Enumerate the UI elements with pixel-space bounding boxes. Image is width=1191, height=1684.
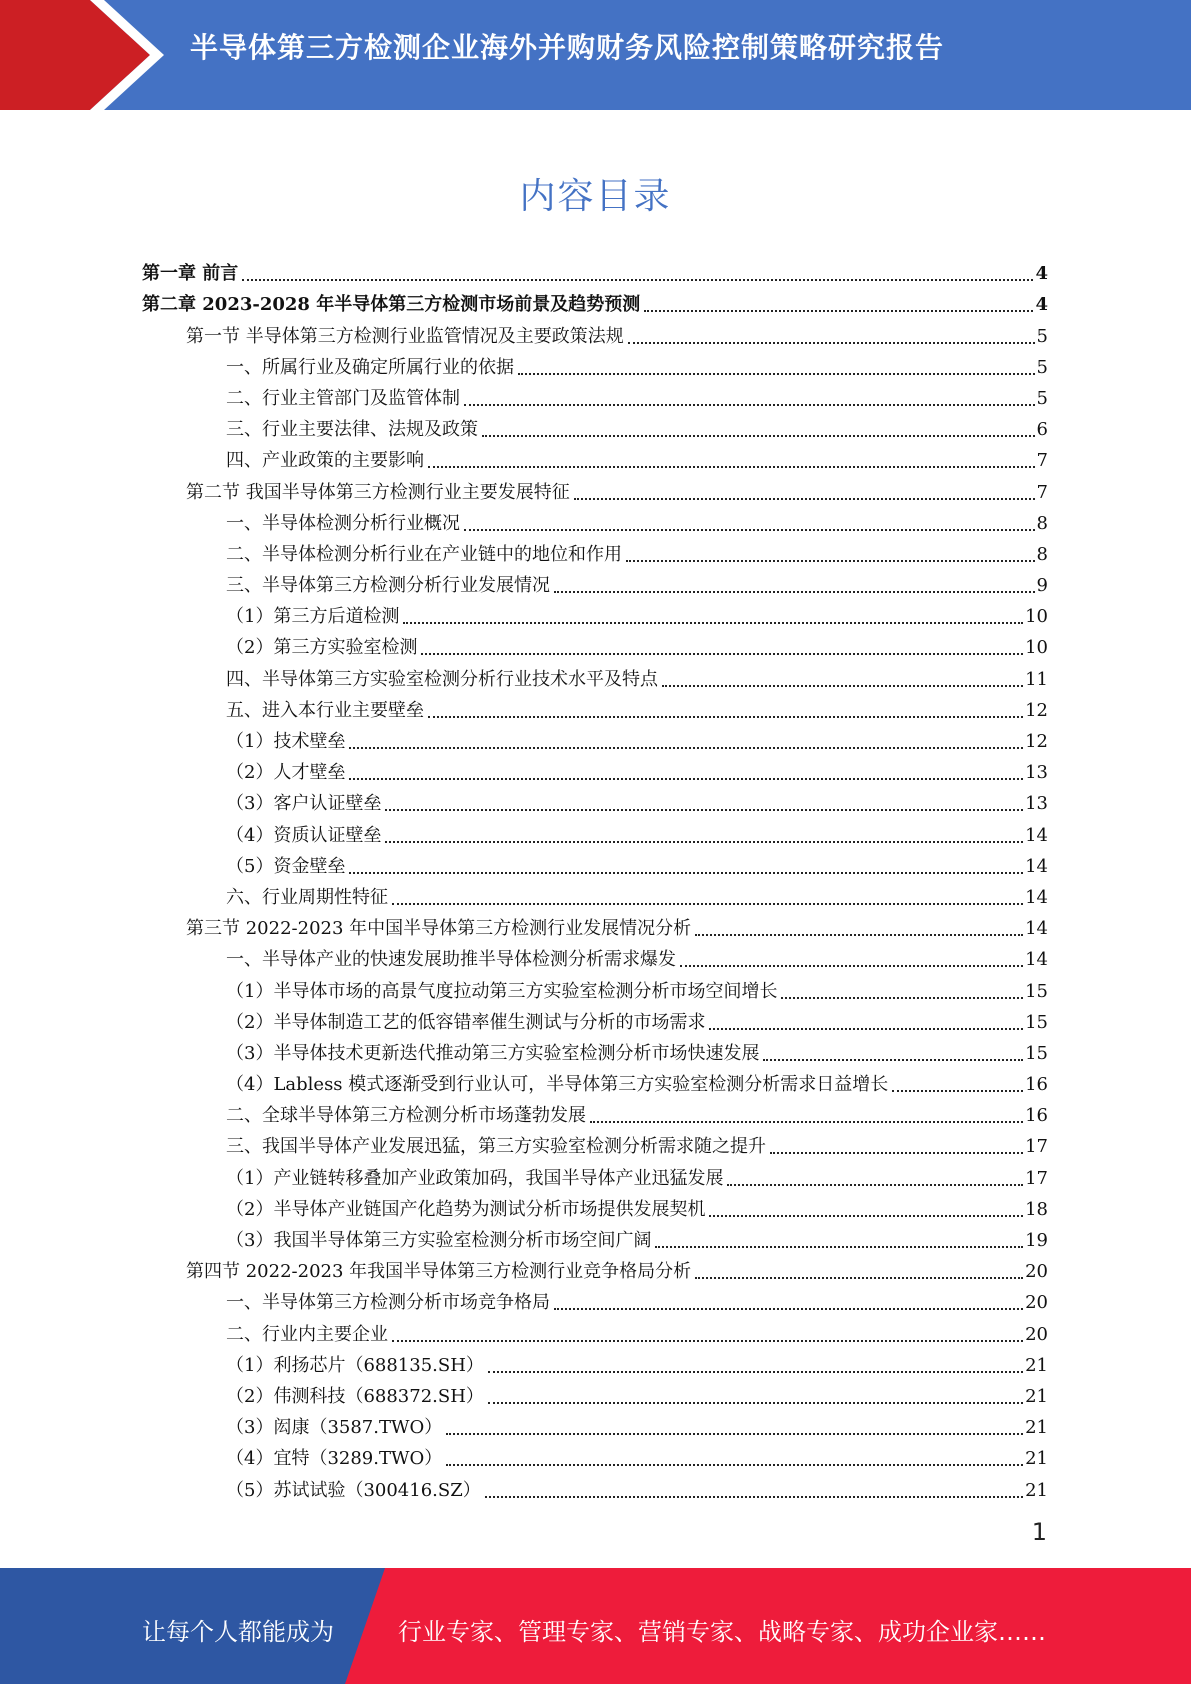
toc-entry-title: （2）人才壁垒 [226,762,346,784]
toc-entry-title: （1）第三方后道检测 [226,606,400,628]
toc-entry-title: （2）第三方实验室检测 [226,637,418,659]
toc-entry[interactable] [142,785,1048,816]
toc-entry-page: 18 [1025,1198,1048,1220]
toc-dot-leader [488,1402,1023,1404]
toc-dot-leader [590,1121,1023,1123]
toc-entry-page: 19 [1025,1230,1048,1251]
toc-entry[interactable] [142,910,1048,941]
toc-entry-page: 4 [1035,294,1048,316]
toc-entry-title: （1）产业链转移叠加产业政策加码，我国半导体产业迅猛发展 [226,1167,724,1189]
toc-dot-leader [727,1184,1023,1186]
toc-entry-title: 第四节 2022-2023 年我国半导体第三方检测行业竞争格局分析 [186,1261,692,1283]
footer-band [0,1568,1191,1684]
toc-dot-leader [770,1152,1023,1154]
toc-entry[interactable] [142,536,1048,567]
toc-dot-leader [488,1371,1023,1373]
toc-entry-title: 三、半导体第三方检测分析行业发展情况 [226,575,550,597]
toc-entry-title: （2）伟测科技（688372.SH） [226,1385,484,1407]
toc-dot-leader [695,1277,1023,1279]
toc-entry[interactable] [142,286,1048,317]
toc-entry[interactable] [142,1315,1048,1346]
toc-entry-title: （1）技术壁垒 [226,731,346,752]
toc-dot-leader [349,747,1023,749]
toc-entry-title: 四、产业政策的主要影响 [226,450,424,472]
toc-dot-leader [695,934,1023,936]
toc-dot-leader [392,1340,1023,1342]
toc-entry-page: 7 [1036,481,1048,503]
footer-slogan-left: 让每个人都能成为 [142,1618,334,1646]
toc-entry[interactable] [142,1066,1048,1097]
toc-entry-page: 14 [1025,824,1048,846]
toc-entry-page: 5 [1036,387,1048,409]
toc-entry-title: 一、半导体第三方检测分析市场竞争格局 [226,1292,550,1314]
toc-dot-leader [403,622,1023,624]
toc-entry[interactable] [142,567,1048,598]
toc-entry[interactable] [142,1253,1048,1284]
toc-entry-page: 13 [1025,762,1048,784]
toc-entry-title: 二、全球半导体第三方检测分析市场蓬勃发展 [226,1105,586,1127]
toc-entry-page: 20 [1025,1292,1048,1314]
toc-entry[interactable] [142,1004,1048,1035]
toc-entry-page: 10 [1025,606,1048,628]
toc-entry[interactable] [142,442,1048,473]
toc-entry-page: 15 [1025,980,1048,1002]
toc-dot-leader [662,685,1023,687]
header-arrow-decoration [60,0,210,110]
toc-dot-leader [554,591,1035,593]
toc-dot-leader [349,778,1023,780]
toc-dot-leader [242,279,1033,281]
toc-dot-leader [446,1433,1023,1435]
toc-entry[interactable] [142,816,1048,847]
toc-dot-leader [655,1246,1023,1248]
toc-dot-leader [446,1464,1023,1466]
toc-entry-title: 第三节 2022-2023 年中国半导体第三方检测行业发展情况分析 [186,918,692,940]
toc-entry[interactable] [142,660,1048,691]
toc-dot-leader [626,560,1035,562]
toc-entry-title: （4）资质认证壁垒 [226,824,382,846]
toc-entry[interactable] [142,1128,1048,1159]
toc-dot-leader [892,1090,1023,1092]
toc-dot-leader [781,997,1023,999]
toc-dot-leader [385,841,1023,843]
toc-entry-page: 13 [1025,793,1048,815]
toc-entry-title: （3）我国半导体第三方实验室检测分析市场空间广阔 [226,1230,652,1251]
toc-entry-title: 三、行业主要法律、法规及政策 [226,419,478,441]
toc-entry[interactable] [142,1284,1048,1315]
toc-entry-page: 16 [1025,1074,1048,1096]
toc-entry-title: 一、半导体产业的快速发展助推半导体检测分析需求爆发 [226,949,676,971]
toc-dot-leader [554,1308,1023,1310]
report-title: 半导体第三方检测企业海外并购财务风险控制策略研究报告 [190,31,945,64]
toc-entry[interactable] [142,1471,1048,1502]
toc-entry-page: 17 [1025,1167,1048,1189]
toc-entry-page: 6 [1036,419,1048,441]
toc-entry-page: 15 [1025,1011,1048,1033]
toc-entry-title: （4）Labless 模式逐渐受到行业认可，半导体第三方实验室检测分析需求日益增长 [226,1074,889,1096]
toc-dot-leader [392,903,1023,905]
footer-slogan-right: 行业专家、管理专家、营销专家、战略专家、成功企业家…… [398,1618,1046,1646]
toc-dot-leader [518,373,1035,375]
toc-entry-page: 20 [1025,1323,1048,1345]
toc-dot-leader [709,1028,1023,1030]
toc-entry[interactable] [142,380,1048,411]
toc-entry-page: 21 [1025,1417,1048,1439]
toc-entry-page: 17 [1025,1136,1048,1158]
toc-entry[interactable] [142,473,1048,504]
toc-entry-page: 14 [1025,918,1048,940]
toc-entry-page: 21 [1025,1448,1048,1470]
toc-entry[interactable] [142,1159,1048,1190]
toc-entry-page: 21 [1025,1385,1048,1407]
toc-entry-page: 16 [1025,1105,1048,1127]
toc-entry[interactable] [142,411,1048,442]
toc-entry-page: 15 [1025,1042,1048,1064]
toc-heading: 内容目录 [519,176,672,217]
toc-dot-leader [644,310,1033,312]
toc-entry[interactable] [142,723,1048,754]
toc-entry-page: 5 [1036,356,1048,378]
toc-dot-leader [628,342,1035,344]
toc-entry-title: 第二节 我国半导体第三方检测行业主要发展特征 [186,481,570,503]
toc-entry-title: （2）半导体制造工艺的低容错率催生测试与分析的市场需求 [226,1011,706,1033]
toc-entry-title: （1）利扬芯片（688135.SH） [226,1354,484,1376]
toc-entry[interactable] [142,598,1048,629]
toc-entry-page: 8 [1036,543,1048,565]
toc-entry[interactable] [142,1378,1048,1409]
toc-entry-title: （1）半导体市场的高景气度拉动第三方实验室检测分析市场空间增长 [226,980,778,1002]
toc-entry[interactable] [142,879,1048,910]
toc-entry-title: （3）闳康（3587.TWO） [226,1417,443,1439]
toc-entry[interactable] [142,972,1048,1003]
toc-entry-page: 8 [1036,512,1048,534]
toc-entry-title: （4）宜特（3289.TWO） [226,1448,443,1470]
toc-entry-title: 一、半导体检测分析行业概况 [226,512,460,534]
header-band [0,0,1191,110]
toc-entry-page: 5 [1036,325,1048,347]
toc-entry-title: 第一章 前言 [142,263,239,285]
toc-entry[interactable] [142,1097,1048,1128]
toc-entry[interactable] [142,1035,1048,1066]
toc-entry-title: 二、半导体检测分析行业在产业链中的地位和作用 [226,543,622,565]
toc-dot-leader [421,653,1023,655]
toc-dot-leader [464,404,1035,406]
toc-entry[interactable] [142,1191,1048,1222]
toc-entry[interactable] [142,317,1048,348]
toc-entry-page: 20 [1025,1261,1048,1283]
toc-dot-leader [428,716,1023,718]
toc-dot-leader [385,809,1023,811]
toc-entry-title: （3）半导体技术更新迭代推动第三方实验室检测分析市场快速发展 [226,1042,760,1064]
toc-dot-leader [464,529,1035,531]
toc-entry-page: 10 [1025,637,1048,659]
toc-entry-page: 14 [1025,855,1048,877]
toc-dot-leader [763,1059,1023,1061]
toc-entry[interactable] [142,255,1048,286]
toc-entry-title: 第一节 半导体第三方检测行业监管情况及主要政策法规 [186,325,624,347]
toc-entry-title: 二、行业内主要企业 [226,1323,388,1345]
toc-entry-page: 21 [1025,1354,1048,1376]
toc-entry-page: 21 [1025,1479,1048,1501]
toc-entry[interactable] [142,754,1048,785]
toc-entry[interactable] [142,848,1048,879]
toc-dot-leader [349,872,1023,874]
toc-entry[interactable] [142,1409,1048,1440]
toc-entry-page: 4 [1035,263,1048,285]
toc-entry[interactable] [142,1222,1048,1253]
toc-entry-page: 14 [1025,886,1048,908]
toc-entry-title: 五、进入本行业主要壁垒 [226,699,424,721]
toc-entry-page: 9 [1036,575,1048,597]
toc-entry-title: （5）资金壁垒 [226,855,346,877]
toc-entry[interactable] [142,349,1048,380]
toc-entry-title: 二、行业主管部门及监管体制 [226,387,460,409]
toc-dot-leader [709,1215,1023,1217]
toc-entry[interactable] [142,1440,1048,1471]
toc-dot-leader [574,498,1035,500]
toc-entry-page: 12 [1025,699,1048,721]
toc-entry[interactable] [142,505,1048,536]
toc-entry[interactable] [142,629,1048,660]
toc-entry-page: 14 [1025,949,1048,971]
toc-dot-leader [680,965,1023,967]
toc-entry-title: 一、所属行业及确定所属行业的依据 [226,356,514,378]
toc-entry[interactable] [142,692,1048,723]
toc-entry-title: 四、半导体第三方实验室检测分析行业技术水平及特点 [226,668,658,690]
toc-entry-title: 第二章 2023-2028 年半导体第三方检测市场前景及趋势预测 [142,294,641,316]
toc-entry-page: 11 [1025,668,1048,690]
toc-entry-page: 12 [1025,731,1048,752]
toc-entry-title: （2）半导体产业链国产化趋势为测试分析市场提供发展契机 [226,1198,706,1220]
toc-dot-leader [482,435,1035,437]
toc-dot-leader [428,466,1035,468]
toc-entry[interactable] [142,1347,1048,1378]
toc-entry-title: 六、行业周期性特征 [226,886,388,908]
toc-entry-title: 三、我国半导体产业发展迅猛，第三方实验室检测分析需求随之提升 [226,1136,766,1158]
toc-dot-leader [485,1496,1023,1498]
page-number: 1 [1031,1518,1047,1546]
toc-entry[interactable] [142,941,1048,972]
toc-entry-page: 7 [1036,450,1048,472]
toc-entry-title: （3）客户认证壁垒 [226,793,382,815]
toc-entry-title: （5）苏试试验（300416.SZ） [226,1479,481,1501]
table-of-contents [142,255,1048,1503]
